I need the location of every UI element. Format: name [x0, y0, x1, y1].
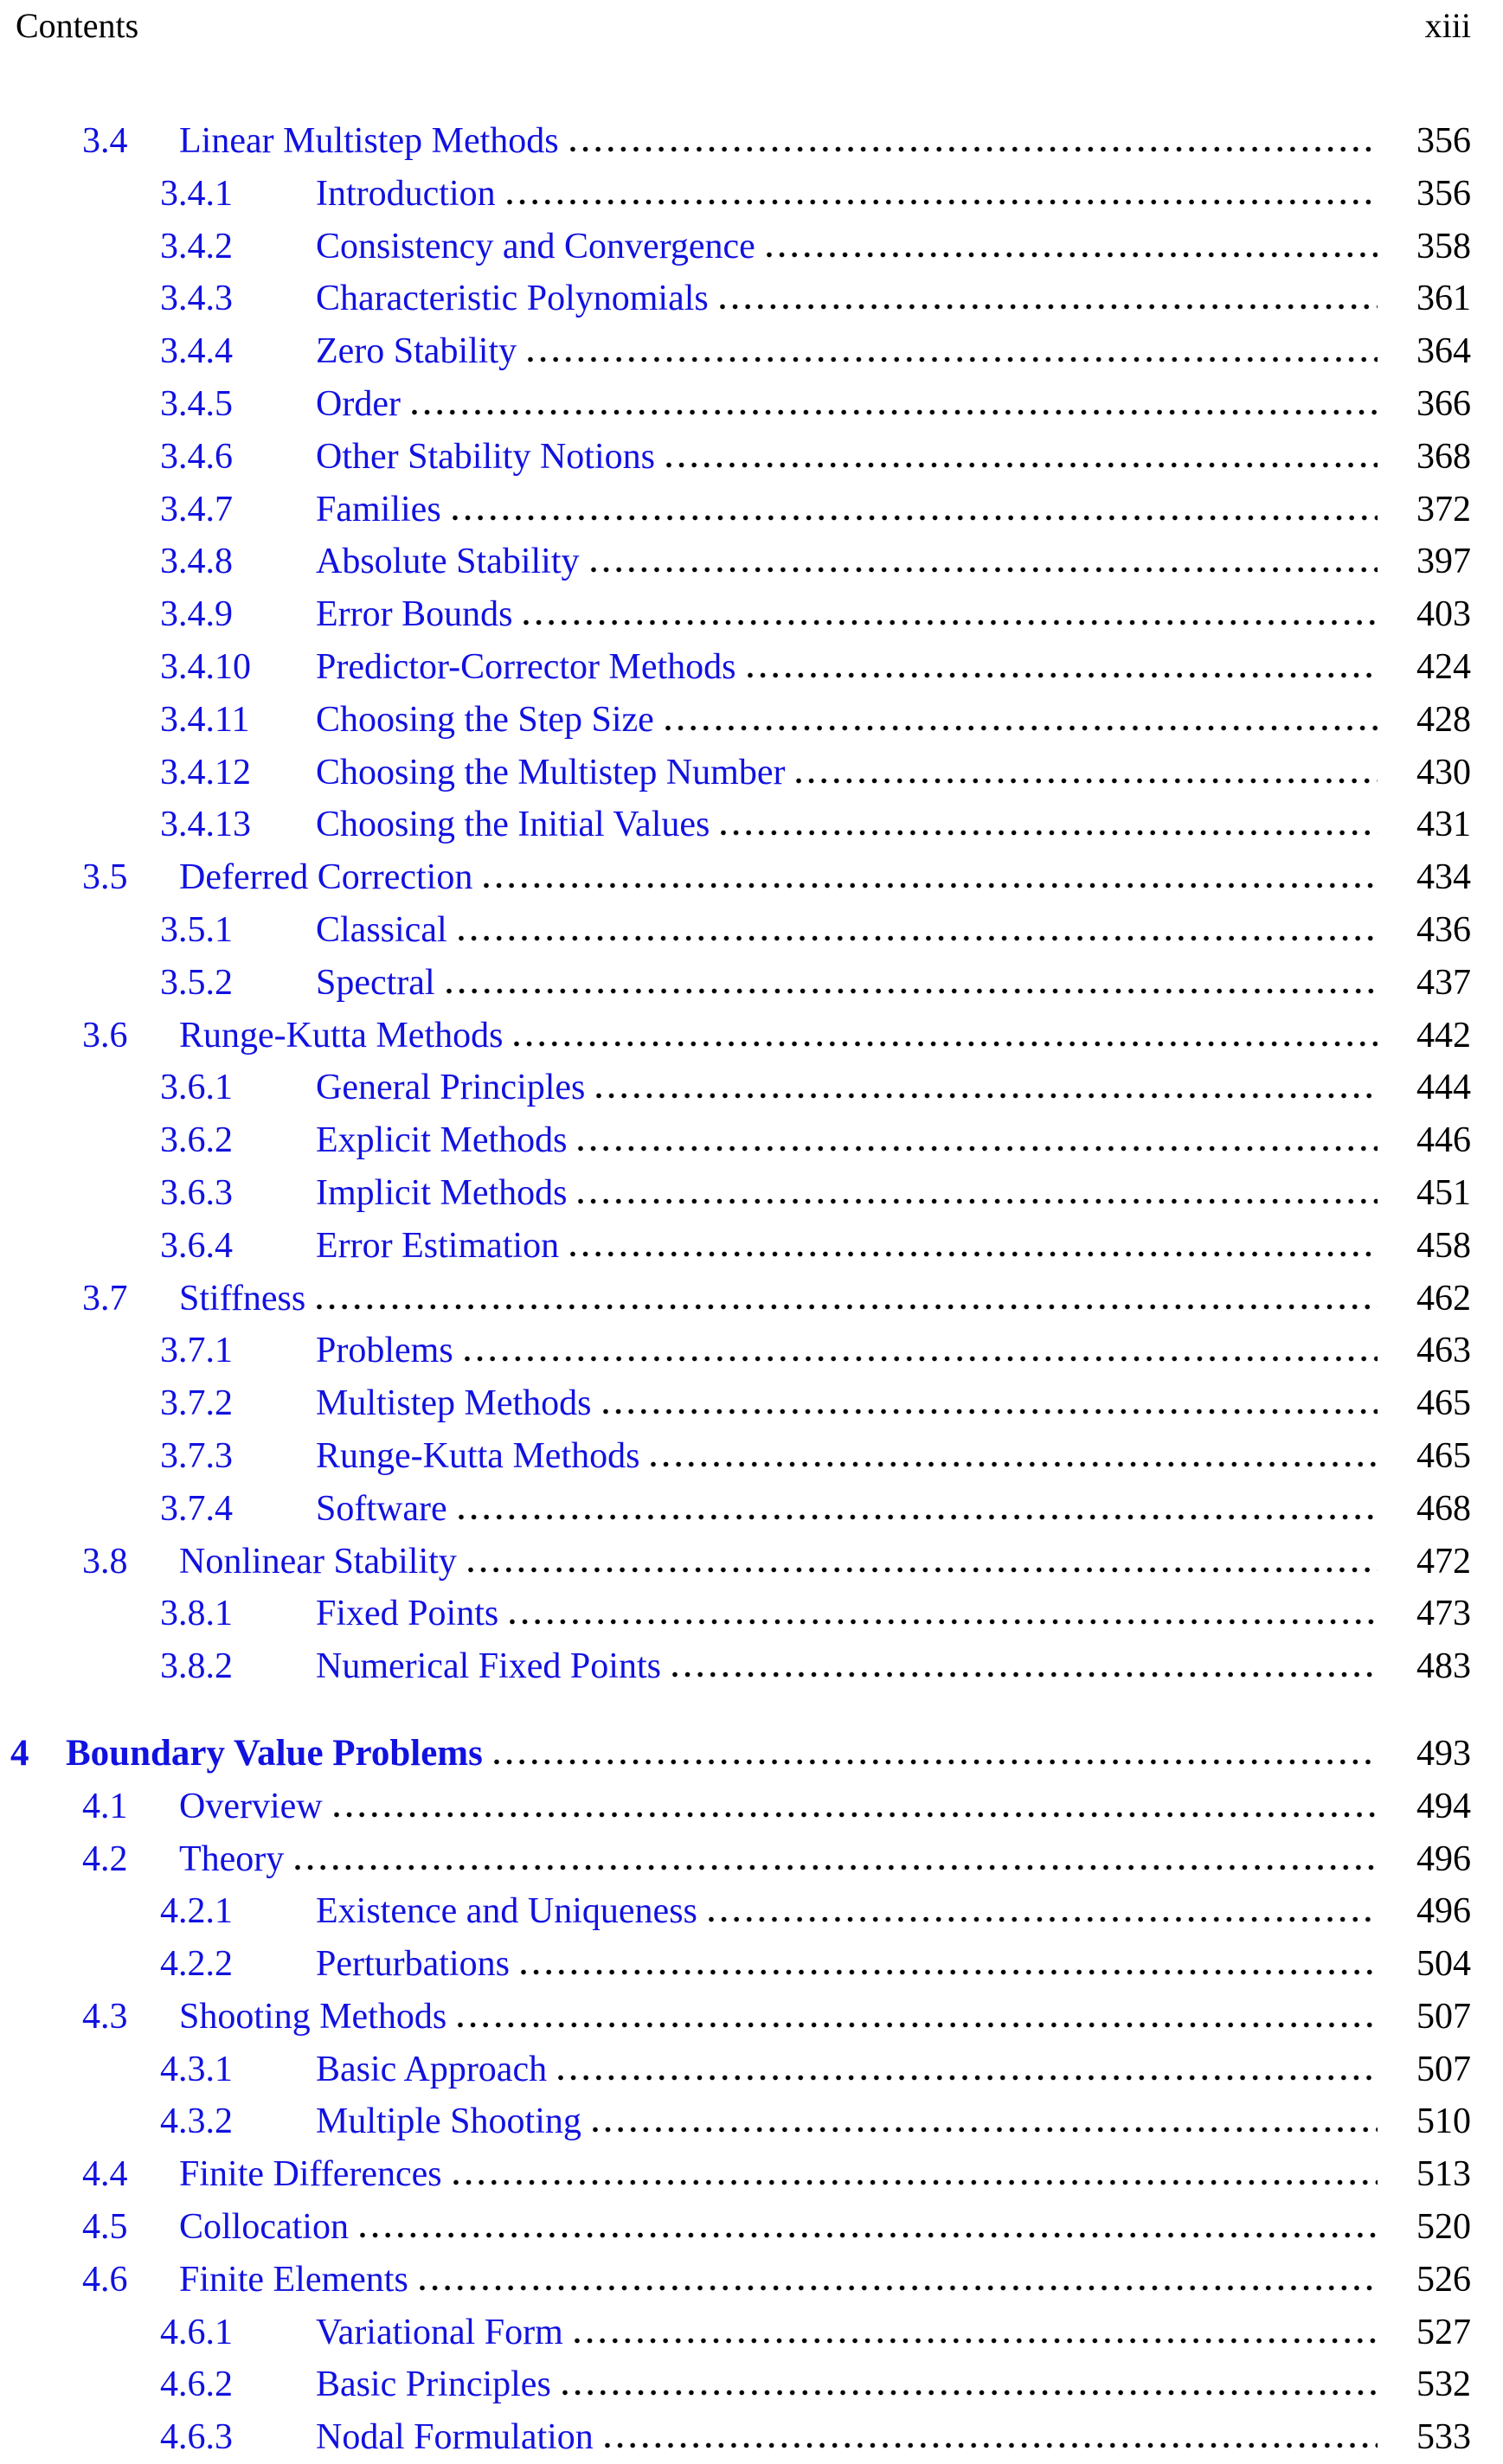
- toc-entry[interactable]: [0, 1588, 1503, 1640]
- toc-entry-page: 361: [1416, 279, 1471, 319]
- toc-entry[interactable]: [0, 1430, 1503, 1483]
- toc-entry-title: Numerical Fixed Points: [316, 1646, 661, 1687]
- dot-leader: [570, 1251, 1378, 1257]
- toc-entry-title: Variational Form: [316, 2312, 563, 2352]
- toc-entry-number: 4.2: [82, 1838, 128, 1879]
- dot-leader: [334, 1812, 1378, 1818]
- toc-entry-title: Overview: [179, 1786, 323, 1826]
- toc-entry-title: Theory: [179, 1838, 285, 1879]
- toc-entry-number: 3.6.3: [160, 1172, 233, 1213]
- toc-entry-number: 3.7.1: [160, 1331, 233, 1371]
- toc-entry[interactable]: [0, 1220, 1503, 1273]
- toc-entry[interactable]: [0, 957, 1503, 1010]
- toc-entry-number: 3.4.1: [160, 173, 233, 214]
- dot-leader: [672, 1672, 1378, 1678]
- dot-leader: [521, 1969, 1378, 1975]
- toc-entry-number: 4.1: [82, 1786, 128, 1826]
- toc-entry-title: Zero Stability: [316, 331, 517, 372]
- toc-entry-page: 465: [1416, 1435, 1471, 1476]
- toc-entry[interactable]: [0, 2201, 1503, 2254]
- toc-entry-title: Problems: [316, 1331, 453, 1371]
- dot-leader: [458, 2022, 1378, 2028]
- toc-entry-number: 4.6.1: [160, 2312, 233, 2352]
- toc-entry-page: 446: [1416, 1120, 1471, 1161]
- toc-entry[interactable]: [0, 1114, 1503, 1167]
- dot-leader: [514, 1041, 1378, 1047]
- dot-leader: [578, 1145, 1378, 1152]
- toc-entry-number: 4.5: [82, 2207, 128, 2248]
- toc-entry-page: 424: [1416, 646, 1471, 687]
- dot-leader: [575, 2338, 1378, 2344]
- toc-entry[interactable]: [0, 799, 1503, 851]
- toc-entry-title: Collocation: [179, 2207, 349, 2248]
- toc-entry-number: 4.3: [82, 1996, 128, 2037]
- dot-leader: [721, 830, 1378, 836]
- toc-entry-number: 3.8.1: [160, 1594, 233, 1634]
- toc-entry-title: Software: [316, 1488, 447, 1529]
- toc-entry-title: Boundary Value Problems: [66, 1732, 483, 1774]
- toc-entry[interactable]: [0, 1833, 1503, 1886]
- dot-leader: [591, 567, 1378, 573]
- dot-leader: [295, 1864, 1378, 1870]
- toc-entry-page: 356: [1416, 173, 1471, 214]
- dot-leader: [665, 725, 1378, 731]
- toc-entry-number: 3.8.2: [160, 1646, 233, 1687]
- toc-entry-number: 4.2.2: [160, 1944, 233, 1985]
- toc-entry-page: 468: [1416, 1488, 1471, 1529]
- toc-entry-title: Fixed Points: [316, 1594, 499, 1634]
- dot-leader: [360, 2232, 1378, 2238]
- toc-entry-page: 458: [1416, 1225, 1471, 1266]
- toc-entry-number: 4.3.2: [160, 2101, 233, 2142]
- toc-entry-page: 472: [1416, 1541, 1471, 1582]
- toc-entry-page: 493: [1416, 1733, 1471, 1774]
- toc-entry[interactable]: [0, 1728, 1503, 1781]
- dot-leader: [558, 2075, 1378, 2081]
- toc-entry-title: Multiple Shooting: [316, 2101, 581, 2142]
- toc-entry-page: 462: [1416, 1278, 1471, 1319]
- toc-entry-title: Characteristic Polynomials: [316, 279, 709, 319]
- toc-entry[interactable]: [0, 168, 1503, 221]
- toc-entry-title: Classical: [316, 909, 447, 950]
- toc-entry-number: 4.6: [82, 2259, 128, 2300]
- dot-leader: [453, 515, 1378, 521]
- toc-entry-page: 520: [1416, 2207, 1471, 2248]
- toc-entry[interactable]: [0, 2254, 1503, 2307]
- toc-entry-number: 3.7.3: [160, 1435, 233, 1476]
- page-number-roman: xiii: [1424, 6, 1471, 45]
- toc-entry-number: 3.5.2: [160, 962, 233, 1003]
- toc-entry-number: 3.4.7: [160, 489, 233, 529]
- toc-entry-page: 430: [1416, 752, 1471, 792]
- dot-leader: [796, 778, 1378, 784]
- toc-entry-title: Choosing the Step Size: [316, 699, 654, 740]
- toc-entry-page: 496: [1416, 1838, 1471, 1879]
- toc-entry-page: 356: [1416, 121, 1471, 161]
- toc-entry-page: 513: [1416, 2154, 1471, 2195]
- toc-entry[interactable]: [0, 2148, 1503, 2201]
- toc-entry[interactable]: [0, 1483, 1503, 1536]
- toc-entry[interactable]: [0, 1781, 1503, 1833]
- toc-entry-page: 434: [1416, 857, 1471, 898]
- toc-entry-title: Finite Differences: [179, 2154, 442, 2195]
- toc-entry-number: 3.4.8: [160, 542, 233, 582]
- toc-entry-page: 431: [1416, 805, 1471, 845]
- toc-entry-page: 403: [1416, 594, 1471, 635]
- toc-entry-page: 368: [1416, 436, 1471, 477]
- toc-entry[interactable]: [0, 484, 1503, 536]
- toc-entry[interactable]: [0, 325, 1503, 378]
- toc-entry-title: Spectral: [316, 962, 435, 1003]
- toc-entry[interactable]: [0, 1167, 1503, 1220]
- toc-entry[interactable]: [0, 1325, 1503, 1377]
- dot-leader: [767, 252, 1378, 258]
- toc-entry-page: 358: [1416, 226, 1471, 266]
- toc-entry[interactable]: [0, 1062, 1503, 1114]
- toc-entry-number: 3.4: [82, 121, 128, 161]
- toc-entry-title: General Principles: [316, 1068, 586, 1108]
- toc-entry-number: 3.5.1: [160, 909, 233, 950]
- toc-entry-number: 4.4: [82, 2154, 128, 2195]
- toc-entry-number: 3.4.3: [160, 279, 233, 319]
- toc-entry-number: 4: [10, 1732, 29, 1774]
- toc-entry-page: 496: [1416, 1891, 1471, 1932]
- toc-entry[interactable]: [0, 536, 1503, 588]
- toc-entry[interactable]: [0, 1536, 1503, 1588]
- toc-entry-number: 3.5: [82, 857, 128, 898]
- dot-leader: [453, 2179, 1378, 2185]
- toc-entry-page: 527: [1416, 2312, 1471, 2352]
- toc-entry[interactable]: [0, 2358, 1503, 2411]
- toc-entry-page: 451: [1416, 1172, 1471, 1213]
- toc-entry-number: 4.6.3: [160, 2417, 233, 2458]
- toc-entry-title: Error Bounds: [316, 594, 513, 635]
- toc-entry-title: Existence and Uniqueness: [316, 1891, 697, 1932]
- toc-entry-page: 483: [1416, 1646, 1471, 1687]
- toc-entry-number: 3.6.2: [160, 1120, 233, 1161]
- toc-entry-page: 526: [1416, 2259, 1471, 2300]
- toc-entry[interactable]: [0, 694, 1503, 747]
- toc-entry-number: 3.4.6: [160, 436, 233, 477]
- dot-leader: [570, 146, 1378, 152]
- toc-entry[interactable]: [0, 2095, 1503, 2148]
- toc-entry-number: 3.6.1: [160, 1068, 233, 1108]
- toc-entry-page: 507: [1416, 2049, 1471, 2089]
- toc-entry-page: 463: [1416, 1331, 1471, 1371]
- dot-leader: [510, 1619, 1378, 1625]
- toc-entry-number: 3.6.4: [160, 1225, 233, 1266]
- toc-entry-page: 364: [1416, 331, 1471, 372]
- toc-entry[interactable]: [0, 221, 1503, 273]
- toc-entry[interactable]: [0, 851, 1503, 904]
- toc-entry-title: Explicit Methods: [316, 1120, 568, 1161]
- toc-entry-title: Linear Multistep Methods: [179, 121, 559, 161]
- toc-entry[interactable]: [0, 2411, 1503, 2464]
- toc-entry-number: 3.4.9: [160, 594, 233, 635]
- toc-entry-title: Implicit Methods: [316, 1172, 568, 1213]
- toc-entry-page: 437: [1416, 962, 1471, 1003]
- toc-entry-number: 3.4.12: [160, 752, 251, 792]
- toc-entry-page: 532: [1416, 2365, 1471, 2405]
- toc-entry-number: 4.6.2: [160, 2365, 233, 2405]
- toc-entry-title: Stiffness: [179, 1278, 306, 1319]
- toc-entry-number: 4.2.1: [160, 1891, 233, 1932]
- toc-entry[interactable]: [0, 115, 1503, 168]
- toc-entry-title: Error Estimation: [316, 1225, 560, 1266]
- toc-entry-page: 473: [1416, 1594, 1471, 1634]
- toc-entry-title: Order: [316, 383, 401, 424]
- toc-entry[interactable]: [0, 431, 1503, 484]
- toc-entry-title: Absolute Stability: [316, 542, 580, 582]
- toc-entry-page: 465: [1416, 1383, 1471, 1424]
- toc-entry-page: 507: [1416, 1996, 1471, 2037]
- toc-entry-number: 3.4.13: [160, 805, 251, 845]
- toc-entry-title: Introduction: [316, 173, 496, 214]
- toc-entry[interactable]: [0, 2044, 1503, 2096]
- toc-entry-title: Runge-Kutta Methods: [179, 1015, 504, 1056]
- toc-entry[interactable]: [0, 1273, 1503, 1325]
- dot-leader: [412, 409, 1378, 415]
- dot-leader: [317, 1304, 1378, 1310]
- toc-entry[interactable]: [0, 1991, 1503, 2044]
- toc-entry[interactable]: [0, 1377, 1503, 1430]
- toc-entry[interactable]: [0, 2307, 1503, 2359]
- dot-leader: [484, 882, 1378, 889]
- toc-entry-number: 3.4.4: [160, 331, 233, 372]
- dot-leader: [651, 1461, 1378, 1467]
- dot-leader: [605, 2442, 1378, 2448]
- toc-entry[interactable]: [0, 641, 1503, 694]
- dot-leader: [523, 619, 1378, 626]
- toc-entry-title: Shooting Methods: [179, 1996, 447, 2037]
- toc-entry-page: 397: [1416, 542, 1471, 582]
- dot-leader: [596, 1093, 1378, 1099]
- toc-entry-page: 444: [1416, 1068, 1471, 1108]
- table-of-contents: [0, 115, 1503, 2464]
- dot-leader: [709, 1916, 1378, 1922]
- toc-entry-title: Runge-Kutta Methods: [316, 1435, 640, 1476]
- toc-entry-title: Nodal Formulation: [316, 2417, 594, 2458]
- toc-entry-page: 372: [1416, 489, 1471, 529]
- toc-entry-title: Basic Principles: [316, 2365, 551, 2405]
- toc-entry-number: 3.7.4: [160, 1488, 233, 1529]
- toc-entry[interactable]: [0, 588, 1503, 641]
- dot-leader: [593, 2127, 1378, 2133]
- running-head-contents: Contents: [16, 6, 139, 45]
- toc-entry[interactable]: [0, 378, 1503, 431]
- toc-entry-page: 428: [1416, 699, 1471, 740]
- toc-entry-title: Choosing the Initial Values: [316, 805, 710, 845]
- toc-entry-title: Predictor-Corrector Methods: [316, 646, 736, 687]
- toc-entry-number: 3.8: [82, 1541, 128, 1582]
- toc-entry[interactable]: [0, 273, 1503, 325]
- toc-entry-page: 436: [1416, 909, 1471, 950]
- toc-entry-number: 3.4.5: [160, 383, 233, 424]
- toc-entry[interactable]: [0, 1010, 1503, 1062]
- dot-leader: [720, 304, 1378, 310]
- dot-leader: [603, 1408, 1378, 1415]
- toc-entry-title: Finite Elements: [179, 2259, 408, 2300]
- dot-leader: [748, 672, 1378, 678]
- dot-leader: [468, 1567, 1378, 1573]
- toc-entry-page: 366: [1416, 383, 1471, 424]
- toc-entry-title: Deferred Correction: [179, 857, 473, 898]
- toc-entry-title: Families: [316, 489, 441, 529]
- toc-entry[interactable]: [0, 1885, 1503, 1938]
- dot-leader: [494, 1759, 1378, 1765]
- toc-entry-title: Basic Approach: [316, 2049, 548, 2089]
- toc-entry-title: Choosing the Multistep Number: [316, 752, 786, 792]
- dot-leader: [528, 356, 1378, 363]
- toc-entry-number: 3.4.11: [160, 699, 250, 740]
- dot-leader: [446, 988, 1378, 994]
- toc-entry-title: Nonlinear Stability: [179, 1541, 457, 1582]
- dot-leader: [459, 935, 1378, 941]
- dot-leader: [459, 1514, 1378, 1520]
- toc-entry-number: 3.6: [82, 1015, 128, 1056]
- toc-entry[interactable]: [0, 747, 1503, 799]
- dot-leader: [666, 462, 1378, 468]
- dot-leader: [562, 2390, 1378, 2396]
- toc-entry-title: Multistep Methods: [316, 1383, 592, 1424]
- toc-entry-title: Other Stability Notions: [316, 436, 655, 477]
- toc-entry-page: 504: [1416, 1944, 1471, 1985]
- dot-leader: [465, 1356, 1378, 1362]
- toc-entry-page: 494: [1416, 1786, 1471, 1826]
- toc-entry[interactable]: [0, 1938, 1503, 1991]
- toc-entry[interactable]: [0, 904, 1503, 957]
- dot-leader: [578, 1198, 1378, 1204]
- toc-entry-number: 3.7.2: [160, 1383, 233, 1424]
- dot-leader: [507, 199, 1378, 205]
- toc-entry-page: 510: [1416, 2101, 1471, 2142]
- page-header: [0, 0, 1503, 43]
- toc-entry-title: Perturbations: [316, 1944, 510, 1985]
- toc-entry-number: 3.4.2: [160, 226, 233, 266]
- dot-leader: [420, 2285, 1378, 2291]
- toc-entry[interactable]: [0, 1640, 1503, 1693]
- toc-entry-number: 4.3.1: [160, 2049, 233, 2089]
- toc-entry-number: 3.7: [82, 1278, 128, 1319]
- toc-entry-number: 3.4.10: [160, 646, 251, 687]
- toc-entry-page: 533: [1416, 2417, 1471, 2458]
- toc-entry-title: Consistency and Convergence: [316, 226, 755, 266]
- toc-entry-page: 442: [1416, 1015, 1471, 1056]
